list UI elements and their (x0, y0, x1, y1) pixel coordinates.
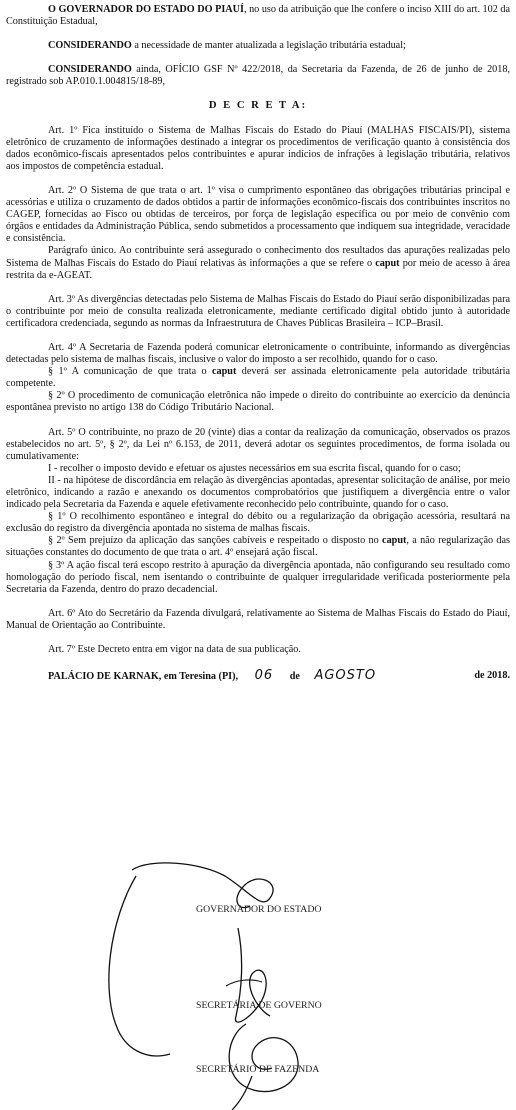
preamble-governor (6, 4, 510, 28)
governor-signature-stroke (132, 863, 273, 908)
considerando-1-heading: CONSIDERANDO (48, 40, 132, 52)
article-1: Art. 1º Fica instituído o Sistema de Malhas Fiscais do Estado do Piauí (MALHAS FISCAIS/PI), sistema eletrônico de cruzamento de informações destinado a integrar os procedimentos de verificação quanto à consistência dos dados econômico-fiscais apresentados pelos contribuintes e apurar indícios de infrações à legislação tributária, relativos aos impostos de competência estadual. (6, 124, 510, 172)
considerando-1-text: a necessidade de manter atualizada a legislação tributária estadual; (131, 40, 406, 52)
article-4-paragraph-1 (6, 366, 510, 390)
considerando-2-text: ainda, OFÍCIO GSF Nº 422/2018, da Secretaria da Fazenda, de 26 de junho de 2018, registrado sob AP.010.1.004815/18-89, (6, 64, 510, 88)
secretary-finance-signature-tail (232, 1076, 252, 1110)
secretary-finance-title: SECRETÁRIO DE FAZENDA (196, 1064, 320, 1075)
art5-p2-text: § 2º Sem prejuízo da aplicação das sanções cabíveis e respeitado o disposto no (48, 535, 383, 547)
governor-heading: O GOVERNADOR DO ESTADO DO PIAUÍ (48, 4, 244, 15)
closing-date-line (6, 670, 510, 684)
art5-p2-text-end: , a não regularização das situações constantes do documento de que trata o art. 4º ensejará ação fiscal. (6, 535, 510, 559)
article-5-paragraph-1: § 1º O recolhimento espontâneo e integral do débito ou a regularização da obrigação acessória, resultará na exclusão do registro da divergência apontada no sistema de malhas fiscais. (6, 511, 510, 535)
art4-p1-text: § 1º A comunicação de que trata o (48, 366, 212, 378)
closing-year: de 2018. (474, 670, 510, 682)
article-3: Art. 3º As divergências detectadas pelo Sistema de Malhas Fiscais do Estado do Piauí serão disponibilizadas para o contribuinte por meio de consulta realizada eletronicamente, mediante certificado digital obtido junto à autoridade certificadora credenciada, segundo as normas da Infraestrutura de Chaves Públicas Brasileira – ICP–Brasil. (6, 293, 510, 329)
governor-signature-loop (109, 876, 170, 1056)
preamble-considerando-2 (6, 64, 510, 88)
handwritten-month: AGOSTO (314, 668, 377, 684)
article-4-paragraph-2: § 2º O procedimento de comunicação eletrônica não impede o direito do contribuinte ao exercício da denúncia espontânea previsto no artigo 138 do Código Tributário Nacional. (6, 390, 510, 414)
decreta-title: D E C R E T A: (208, 100, 308, 112)
handwritten-day: 06 (254, 668, 274, 684)
considerando-2-heading: CONSIDERANDO (48, 64, 132, 76)
caput-term: caput (212, 366, 237, 378)
article-7: Art. 7º Este Decreto entra em vigor na data de sua publicação. (48, 644, 301, 656)
decree-body (6, 4, 510, 684)
article-4: Art. 4º A Secretaria de Fazenda poderá comunicar eletronicamente o contribuinte, informando as divergências detectadas pelo sistema de malhas fiscais, inclusive o valor do imposto a ser recolhido, quando for o caso. (6, 341, 510, 366)
secretary-finance-signature (229, 1024, 298, 1092)
paragrafo-unico-text-end: por meio de acesso à área restrita da e-AGEAT. (6, 257, 511, 281)
closing-de: de (289, 671, 300, 683)
governor-text: , no uso da atribuição que lhe confere o inciso XIII do art. 102 da Constituição Estadual, (6, 4, 511, 28)
article-5-paragraph-2 (6, 535, 510, 559)
article-5-paragraph-3: § 3º A ação fiscal terá escopo restrito à apuração da divergência apontada, não configurando seu resultado como homologação do período fiscal, nem isentando o contribuinte de qualquer irregularidade verificada posteriormente pela Secretaria da Fazenda, dentro do prazo decadencial. (6, 559, 510, 595)
secretary-government-title: SECRETÁRIA DE GOVERNO (196, 1000, 322, 1011)
article-2-paragrafo-unico (6, 245, 510, 281)
article-2: Art. 2º O Sistema de que trata o art. 1º visa o cumprimento espontâneo das obrigações tributárias principal e acessórias e utiliza o cruzamento de dados obtidos a partir de informações econômico-fiscais dos contribuintes inscritos no CAGEP, fornecidas ao Fisco ou obtidas de terceiros, por força de legislação específica ou por meio de convênio com órgãos e entidades da Administração Pública, sendo submetidos a processamento que indiquem sua integridade, veracidade e consistência. (6, 184, 510, 245)
article-6: Art. 6º Ato do Secretário da Fazenda divulgará, relativamente ao Sistema de Malhas Fiscais do Estado do Piauí, Manual de Orientação ao Contribuinte. (6, 607, 510, 631)
caput-term: caput (375, 257, 400, 269)
article-5: Art. 5º O contribuinte, no prazo de 20 (vinte) dias a contar da realização da comunicação, observados os prazos estabelecidos no art. 5º, § 2º, da Lei nº 6.153, de 2011, deverá adotar os seguintes procedimentos, de forma isolada ou cumulativamente: (6, 426, 510, 462)
art4-p1-text-end: deverá ser assinada eletronicamente pela autoridade tributária competente. (6, 366, 510, 390)
article-5-item-ii: II - na hipótese de discordância em relação às divergências apontadas, apresentar solicitação de análise, por meio eletrônico, indicando a razão e anexando os documentos comprobatórios que justifiquem a divergência entre o valor indicado pela Secretaria da Fazenda e aquele efetivamente reconhecido pelo contribuinte, quando for o caso. (6, 474, 510, 511)
article-5-item-i: I - recolher o imposto devido e efetuar os ajustes necessários em sua escrita fiscal, quando for o caso; (48, 462, 461, 474)
caput-term: caput (382, 535, 407, 547)
secretary-government-signature-cross (226, 980, 262, 986)
closing-place: PALÁCIO DE KARNAK, em Teresina (PI), (48, 671, 239, 683)
paragrafo-unico-text: Parágrafo único. Ao contribuinte será assegurado o conhecimento dos resultados das apurações realizadas pelo Sistema de Malhas Fiscais do Estado do Piauí relativas às informações a que se refere o (6, 245, 510, 269)
preamble-considerando-1 (6, 40, 510, 52)
governor-title: GOVERNADOR DO ESTADO (196, 904, 322, 915)
signature-area (0, 840, 516, 1110)
